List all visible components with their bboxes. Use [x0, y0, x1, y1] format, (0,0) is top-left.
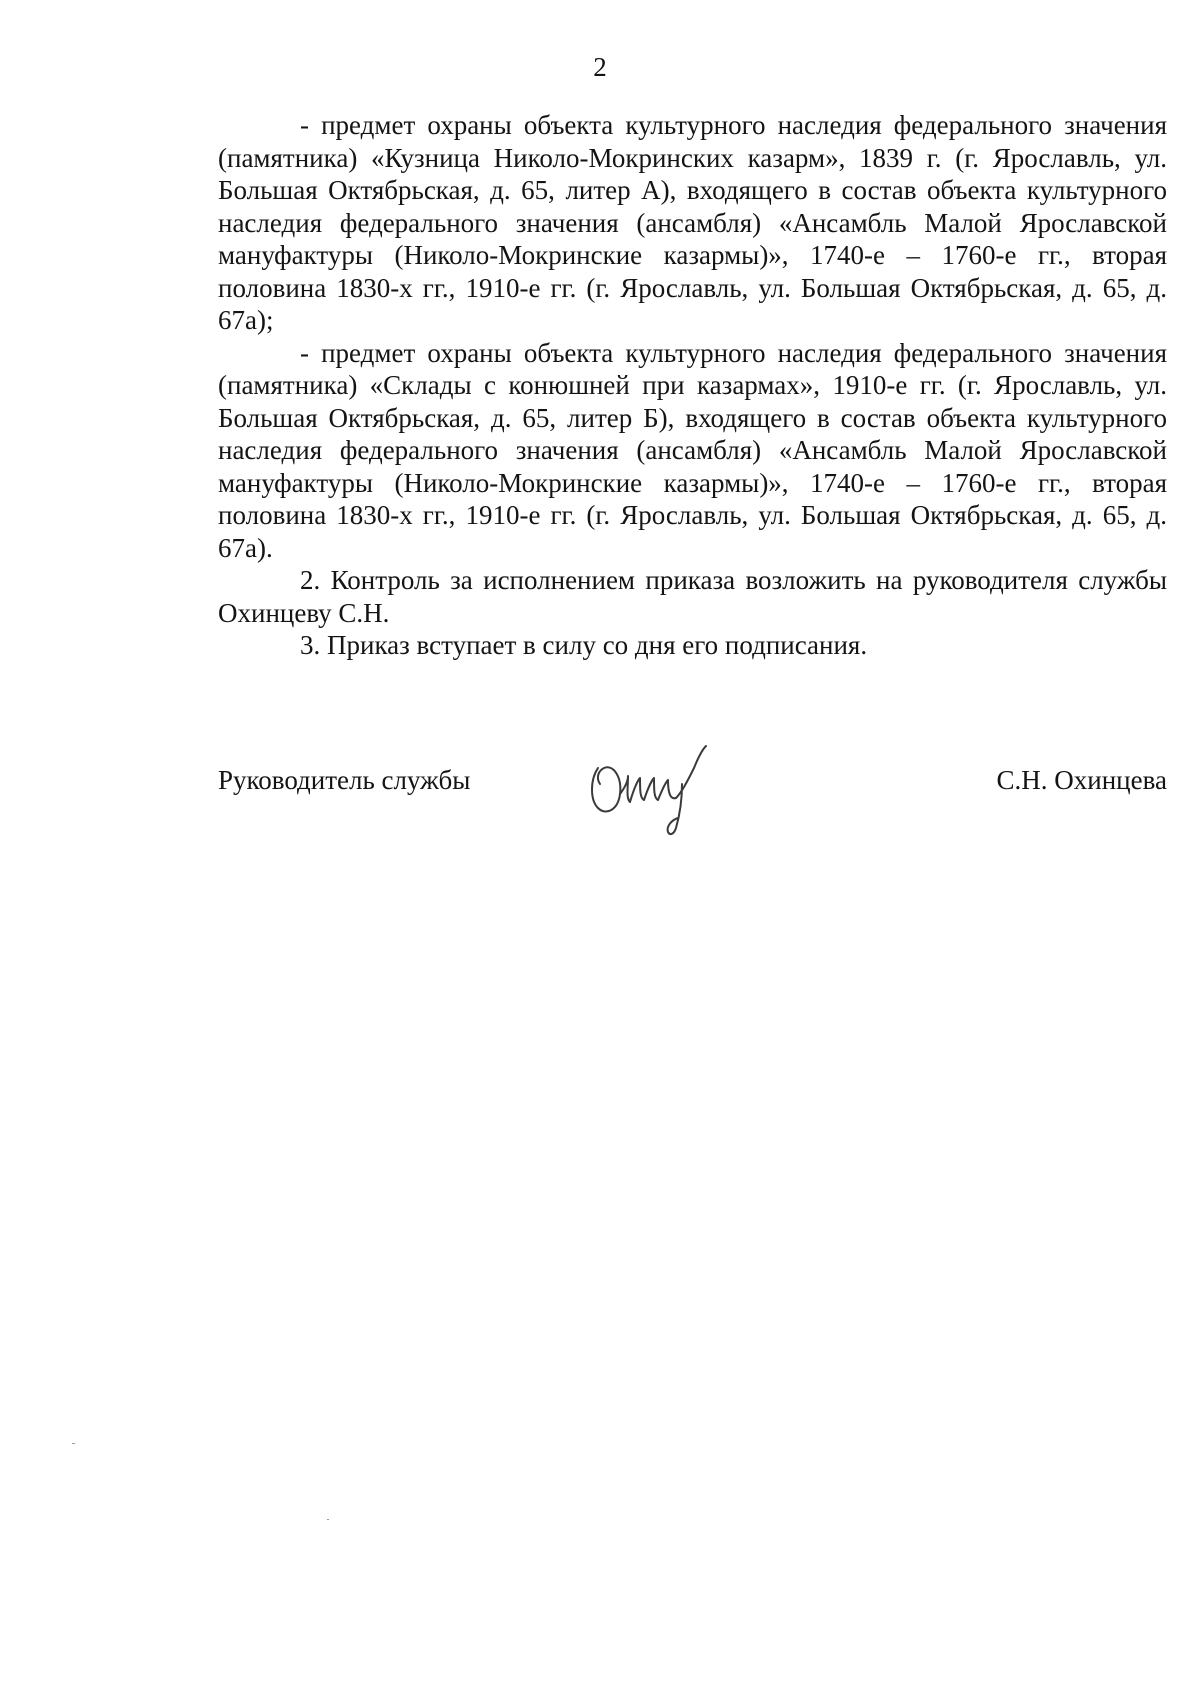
paragraph-control-clause: 2. Контроль за исполнением приказа возложить на руководителя службы Охинцеву С.Н.: [218, 565, 1167, 628]
order-body: [218, 109, 1167, 662]
paragraph-heritage-item-warehouses: - предмет охраны объекта культурного наследия федерального значения (памятника) «Склады с конюшней при казармах», 1910-е гг. (г. Ярославль, ул. Большая Октябрьская, д. 65, литер Б), входящего в состав объекта культурного наследия федерального значения (ансамбля) «Ансамбль Малой Ярославской мануфактуры (Николо-Мокринские казармы)», 1740-е – 1760-е гг., вторая половина 1830-х гг., 1910-е гг. (г. Ярославль, ул. Большая Октябрьская, д. 65, д. 67а).: [218, 337, 1167, 563]
handwritten-signature: [584, 728, 719, 838]
page-number: 2: [593, 52, 607, 82]
signer-name: С.Н. Охинцева: [996, 765, 1167, 795]
paragraph-heritage-item-forge: - предмет охраны объекта культурного наследия федерального значения (памятника) «Кузница Николо-Мокринских казарм», 1839 г. (г. Ярославль, ул. Большая Октябрьская, д. 65, литер А), входящего в состав объекта культурного наследия федерального значения (ансамбля) «Ансамбль Малой Ярославской мануфактуры (Николо-Мокринские казармы)», 1740-е – 1760-е гг., вторая половина 1830-х гг., 1910-е гг. (г. Ярославль, ул. Большая Октябрьская, д. 65, д. 67а);: [218, 110, 1167, 335]
signer-position: Руководитель службы: [218, 765, 471, 795]
scan-artifact: [327, 1519, 329, 1520]
paragraph-effective-clause: 3. Приказ вступает в силу со дня его подписания.: [300, 630, 868, 660]
scan-artifact: [72, 1443, 75, 1444]
